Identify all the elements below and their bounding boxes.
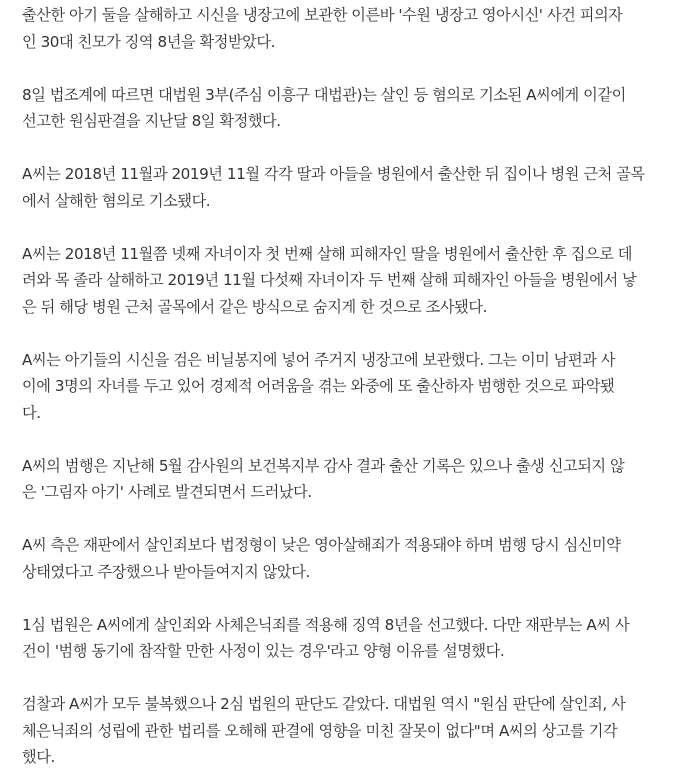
paragraph-6: [22, 453, 678, 506]
text-line: 했다.: [22, 748, 55, 766]
paragraph-4: [22, 241, 678, 321]
text-line: 상태였다고 주장했으나 받아들여지지 않았다.: [22, 562, 310, 581]
paragraph-5: [22, 347, 678, 427]
paragraph-2: [22, 82, 678, 135]
text-line: A씨는 2018년 11월쯤 넷째 자녀이자 첫 번째 살해 피해자인 딸을 병원에서 출산한 후 집으로 데: [22, 244, 633, 263]
text-line: 체은닉죄의 성립에 관한 법리를 오해해 판결에 영향을 미친 잘못이 없다"며 A씨의 상고를 기각: [22, 721, 618, 740]
text-line: 1심 법원은 A씨에게 살인죄와 사체은닉죄를 적용해 징역 8년을 선고했다. 다만 재판부는 A씨 사: [22, 615, 630, 634]
paragraph-3: [22, 161, 678, 214]
text-line: 은 뒤 해당 병원 근처 골목에서 같은 방식으로 숨지게 한 것으로 조사됐다.: [22, 297, 487, 316]
text-line: 다.: [22, 403, 41, 422]
paragraph-7: [22, 532, 678, 585]
text-line: A씨의 범행은 지난해 5월 감사원의 보건복지부 감사 결과 출산 기록은 있으나 출생 신고되지 않: [22, 456, 625, 475]
text-line: A씨 측은 재판에서 살인죄보다 법정형이 낮은 영아살해죄가 적용돼야 하며 범행 당시 심신미약: [22, 536, 621, 554]
text-line: A씨는 2018년 11월과 2019년 11월 각각 딸과 아들을 병원에서 출산한 뒤 집이나 병원 근처 골목: [22, 165, 645, 183]
text-line: 이에 3명의 자녀를 두고 있어 경제적 어려움을 겪는 와중에 또 출산하자 범행한 것으로 파악됐: [22, 377, 615, 395]
text-line: A씨는 아기들의 시신을 검은 비닐봉지에 넣어 주거지 냉장고에 보관했다. 그는 이미 남편과 사: [22, 350, 616, 369]
text-line: 출산한 아기 둘을 살해하고 시신을 냉장고에 보관한 이른바 '수원 냉장고 영아시신' 사건 피의자: [22, 6, 623, 24]
text-line: 8일 법조계에 따르면 대법원 3부(주심 이흥구 대법관)는 살인 등 혐의로 기소된 A씨에게 이같이: [22, 85, 626, 104]
text-line: 선고한 원심판결을 지난달 8일 확정했다.: [22, 112, 281, 130]
text-line: 인 30대 친모가 징역 8년을 확정받았다.: [22, 32, 276, 51]
text-line: 건이 '범행 동기에 참작할 만한 사정이 있는 경우'라고 양형 이유를 설명했다.: [22, 642, 505, 660]
text-line: 은 '그림자 아기' 사례로 발견되면서 드러났다.: [22, 483, 312, 501]
text-line: 려와 목 졸라 살해하고 2019년 11월 다섯째 자녀이자 두 번째 살해 피해자인 아들을 병원에서 낳: [22, 271, 637, 289]
text-line: 검찰과 A씨가 모두 불복했으나 2심 법원의 판단도 같았다. 대법원 역시 "원심 판단에 살인죄, 사: [22, 695, 626, 713]
paragraph-8: [22, 612, 678, 665]
paragraph-9: [22, 691, 678, 771]
paragraph-1: [22, 2, 678, 55]
text-line: 에서 살해한 혐의로 기소됐다.: [22, 191, 211, 210]
